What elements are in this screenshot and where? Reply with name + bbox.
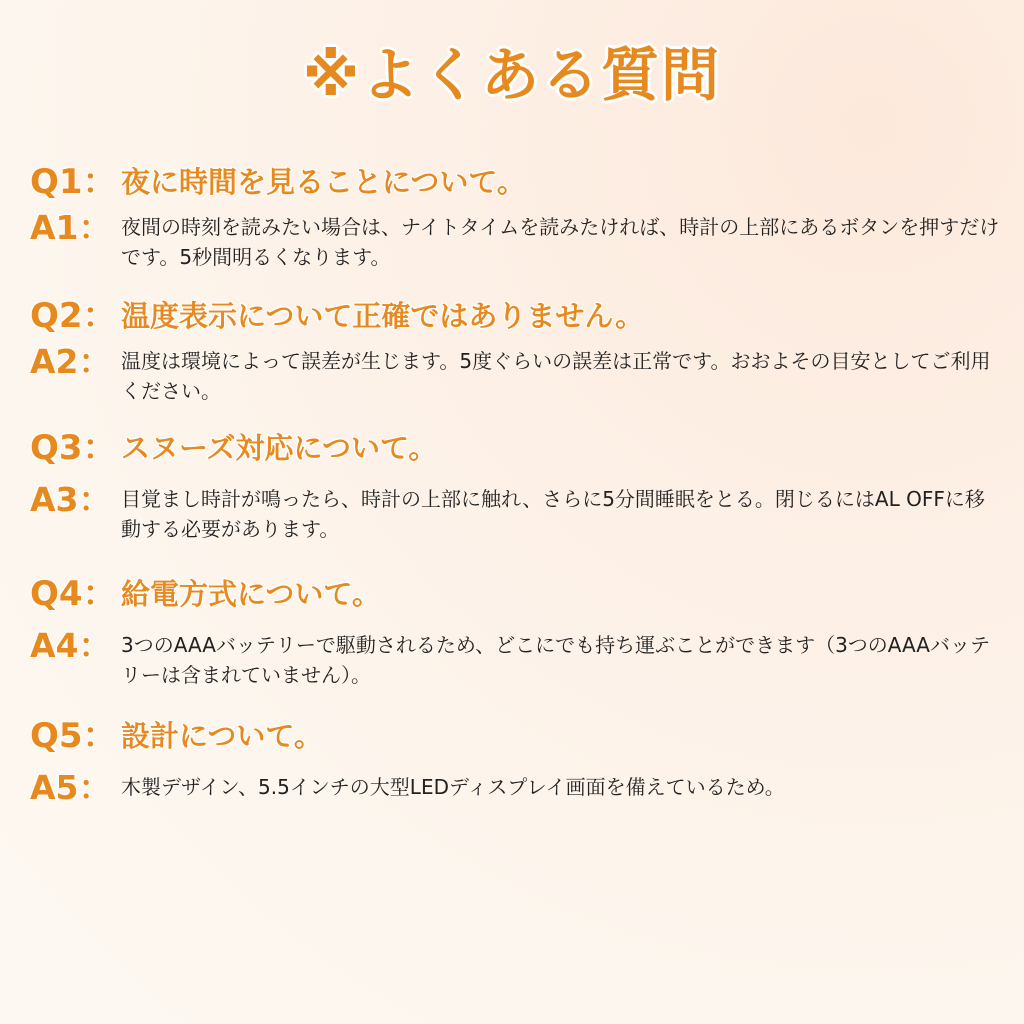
- answer-row: [30, 768, 1000, 807]
- question-row: [30, 296, 1000, 336]
- question-label: Q2：: [30, 296, 117, 336]
- faq-item-1: [30, 162, 1000, 272]
- question-label: Q3：: [30, 428, 117, 468]
- answer-row: [30, 208, 1000, 272]
- answer-text: 目覚まし時計が鳴ったら、時計の上部に触れ、さらに5分間睡眠をとる。閉じるにはAL OFFに移動する必要があります。: [121, 487, 985, 541]
- answer-text: 温度は環境によって誤差が生じます。5度ぐらいの誤差は正常です。おおよその目安としてご利用ください。: [121, 349, 991, 403]
- answer-label: A5：: [30, 768, 112, 807]
- answer-label: A1：: [30, 208, 112, 247]
- question-text: 温度表示について正確ではありません。: [121, 299, 645, 333]
- question-row: [30, 574, 1000, 614]
- question-row: [30, 162, 1000, 202]
- answer-label: A3：: [30, 480, 112, 519]
- faq-item-3: [30, 428, 1000, 544]
- answer-label: A4：: [30, 626, 112, 665]
- question-label: Q4：: [30, 574, 117, 614]
- question-text: スヌーズ対応について。: [121, 431, 438, 465]
- question-label: Q5：: [30, 716, 117, 756]
- answer-text: 3つのAAAバッテリーで駆動されるため、どこにでも持ち運ぶことができます（3つのAAAバッテリーは含まれていません）。: [121, 633, 990, 687]
- question-label: Q1：: [30, 162, 117, 202]
- question-text: 夜に時間を見ることについて。: [121, 165, 526, 199]
- answer-row: [30, 626, 1000, 690]
- faq-item-5: [30, 716, 1000, 807]
- faq-item-4: [30, 574, 1000, 690]
- question-row: [30, 716, 1000, 756]
- question-text: 給電方式について。: [121, 577, 381, 611]
- question-row: [30, 428, 1000, 468]
- answer-row: [30, 480, 1000, 544]
- faq-item-2: [30, 296, 1000, 406]
- answer-label: A2：: [30, 342, 112, 381]
- answer-row: [30, 342, 1000, 406]
- page-title: ※よくある質問: [302, 41, 722, 109]
- answer-text: 木製デザイン、5.5インチの大型LEDディスプレイ画面を備えているため。: [121, 775, 785, 799]
- answer-text: 夜間の時刻を読みたい場合は、ナイトタイムを読みたければ、時計の上部にあるボタンを押すだけです。5秒間明るくなります。: [121, 215, 1000, 269]
- question-text: 設計について。: [121, 719, 323, 753]
